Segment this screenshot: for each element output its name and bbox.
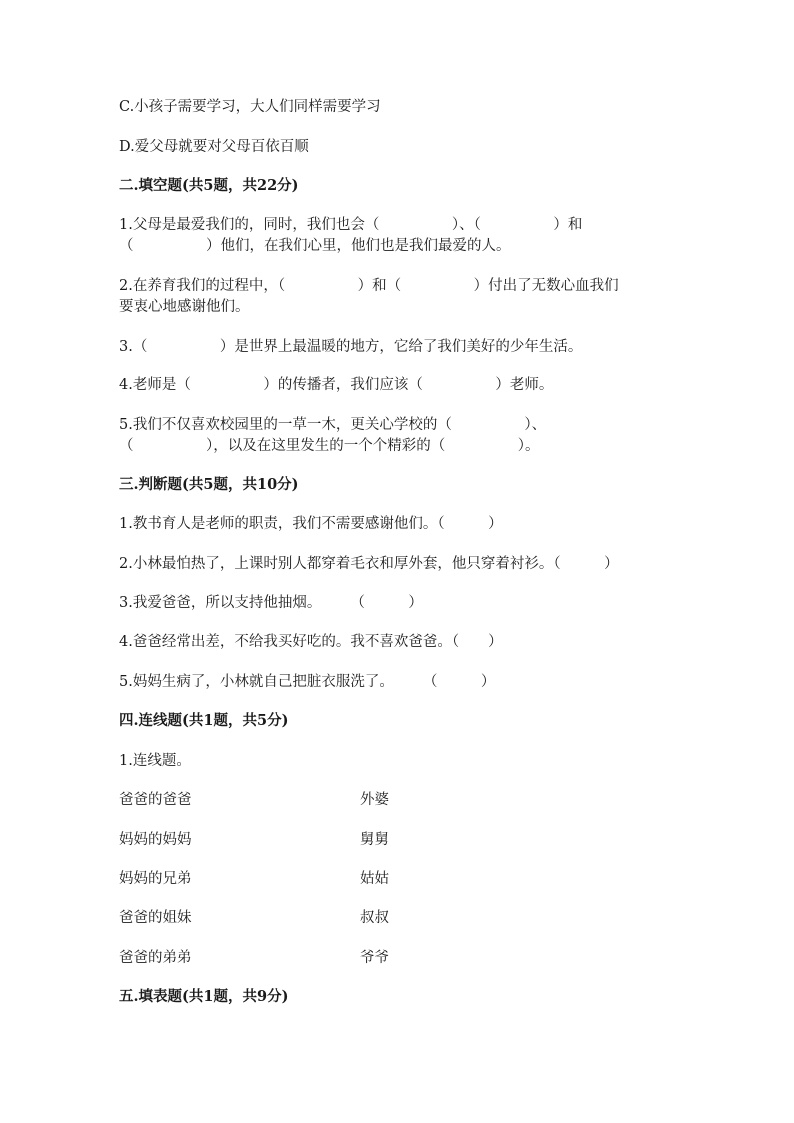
judge-q4: 4.爸爸经常出差，不给我买好吃的。我不喜欢爸爸。（ ）: [119, 634, 503, 650]
matching-q1: 1.连线题。: [119, 753, 191, 769]
fill-q4: 4.老师是（ ）的传播者，我们应该（ ）老师。: [119, 377, 554, 393]
option-c: C.小孩子需要学习，大人们同样需要学习: [119, 99, 381, 115]
fill-q3: 3.（ ）是世界上最温暖的地方，它给了我们美好的少年生活。: [119, 339, 583, 355]
fill-q5-line2: （ ），以及在这里发生的一个个精彩的（ ）。: [119, 438, 540, 454]
matching-left-item: 爸爸的姐妹: [119, 910, 192, 926]
matching-right-item: 姑姑: [360, 871, 389, 887]
fill-q1-line1: 1.父母是最爱我们的，同时，我们也会（ ）、（ ）和: [119, 217, 583, 233]
matching-left-item: 妈妈的妈妈: [119, 832, 192, 848]
fill-q2-line2: 要衷心地感谢他们。: [119, 299, 250, 315]
matching-right-item: 叔叔: [360, 910, 389, 926]
matching-right-item: 外婆: [360, 792, 389, 808]
fill-q1-line2: （ ）他们，在我们心里，他们也是我们最爱的人。: [119, 238, 511, 254]
fill-q2-line1: 2.在养育我们的过程中，（ ）和（ ）付出了无数心血我们: [119, 278, 619, 294]
matching-left-item: 妈妈的兄弟: [119, 871, 192, 887]
matching-left-item: 爸爸的爸爸: [119, 792, 192, 808]
judge-q5: 5.妈妈生病了，小林就自己把脏衣服洗了。 （ ）: [119, 674, 496, 690]
judge-q3: 3.我爱爸爸，所以支持他抽烟。 （ ）: [119, 595, 423, 611]
section-matching-heading: 四.连线题(共1题，共5分): [119, 712, 289, 729]
judge-q2: 2.小林最怕热了，上课时别人都穿着毛衣和厚外套，他只穿着衬衫。（ ）: [119, 556, 619, 572]
section-fill-blank-heading: 二.填空题(共5题，共22分): [119, 177, 299, 194]
section-judge-heading: 三.判断题(共5题，共10分): [119, 476, 299, 493]
matching-right-item: 爷爷: [360, 950, 389, 966]
section-table-heading: 五.填表题(共1题，共9分): [119, 988, 289, 1005]
matching-right-item: 舅舅: [360, 832, 389, 848]
fill-q5-line1: 5.我们不仅喜欢校园里的一草一木，更关心学校的（ ）、: [119, 417, 547, 433]
option-d: D.爱父母就要对父母百依百顺: [119, 139, 309, 155]
matching-left-item: 爸爸的弟弟: [119, 950, 192, 966]
judge-q1: 1.教书育人是老师的职责，我们不需要感谢他们。（ ）: [119, 516, 503, 532]
